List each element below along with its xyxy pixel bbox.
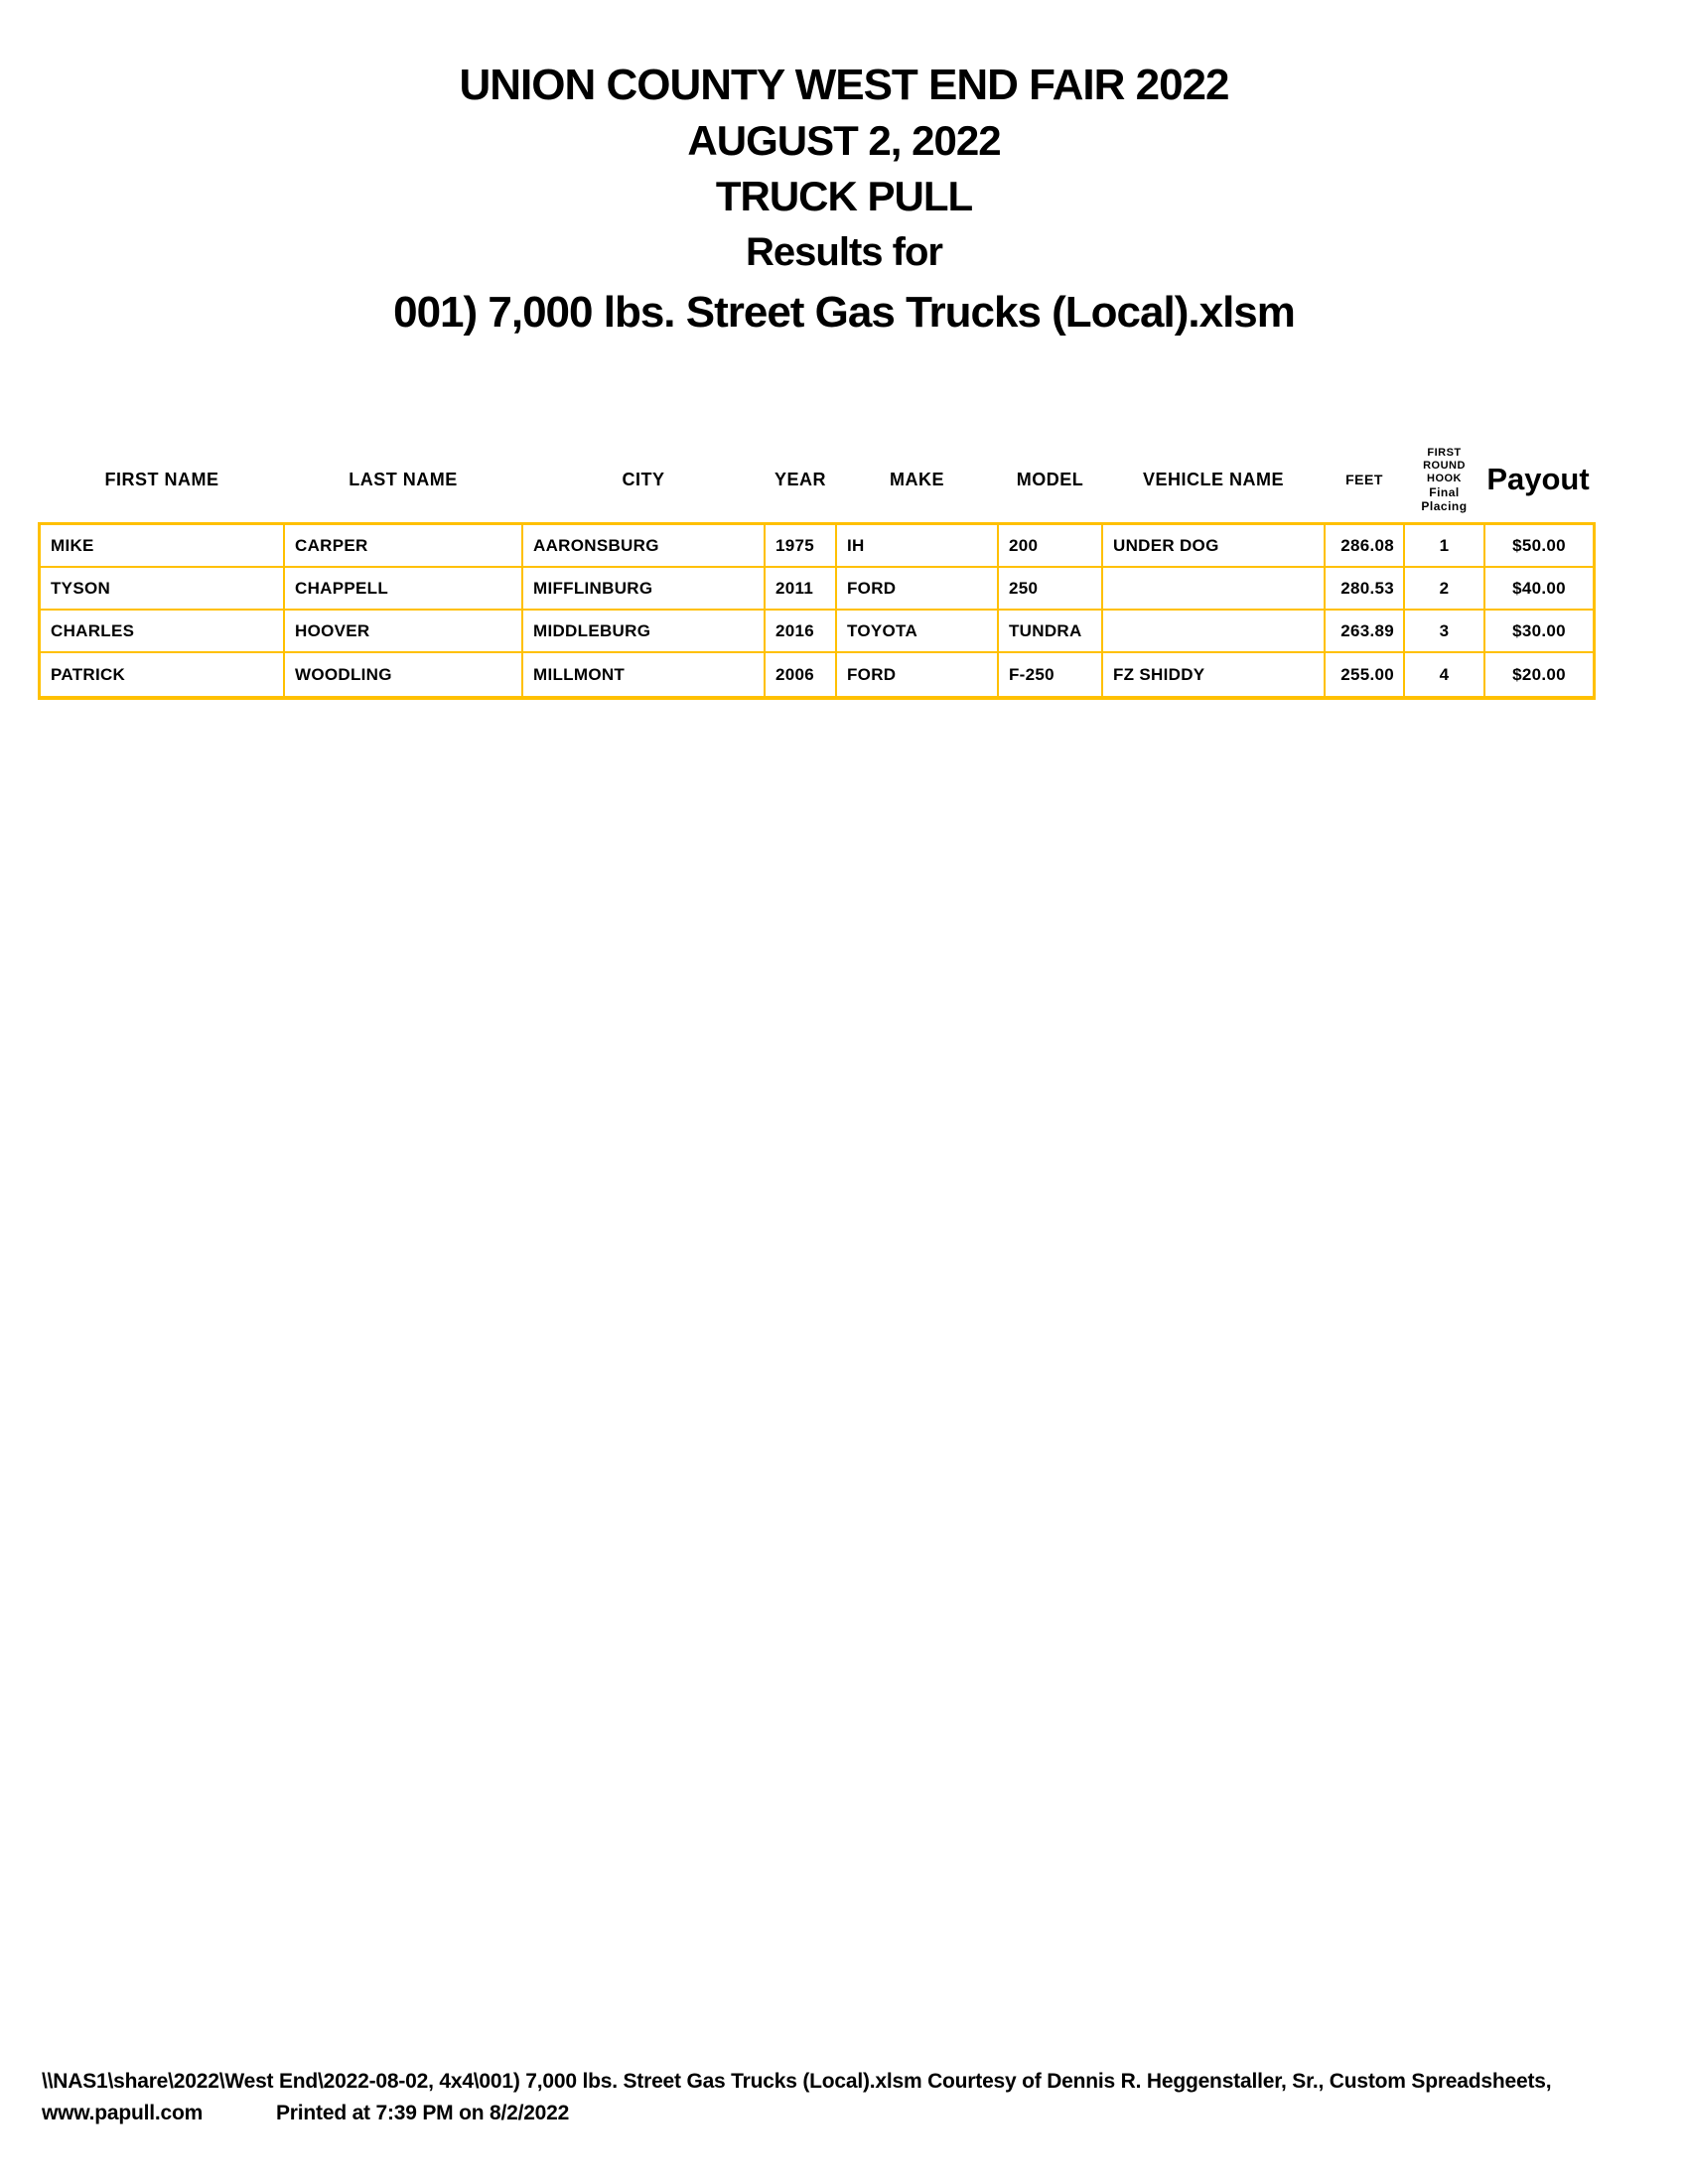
cell-payout: $50.00	[1512, 535, 1566, 555]
table-row	[41, 568, 1593, 611]
cell-last-name: CARPER	[285, 525, 523, 566]
results-for-label: Results for	[746, 230, 942, 274]
cell-payout: $20.00	[1512, 664, 1566, 684]
cell-placing: 2	[1405, 568, 1485, 609]
table-row	[41, 653, 1593, 696]
cell-placing: 3	[1405, 611, 1485, 651]
cell-city: AARONSBURG	[523, 525, 766, 566]
cell-last-name: HOOVER	[285, 611, 523, 651]
cell-first-name: CHARLES	[41, 611, 285, 651]
col-header-payout: Payout	[1486, 462, 1590, 496]
file-path-courtesy-line: \\NAS1\share\2022\West End\2022-08-02, 4x4\001) 7,000 lbs. Street Gas Trucks (Local).xlsm Courtesy of Dennis R. Heggenstaller, Sr., Custom Spreadsheets,	[42, 2070, 1552, 2093]
website-text: www.papull.com	[42, 2102, 204, 2124]
cell-feet: 255.00	[1326, 653, 1405, 696]
cell-first-name: PATRICK	[41, 653, 285, 696]
cell-feet: 286.08	[1326, 525, 1405, 566]
cell-model: 200	[999, 525, 1103, 566]
event-date: AUGUST 2, 2022	[687, 117, 1001, 164]
table-row	[41, 525, 1593, 568]
cell-make: TOYOTA	[837, 611, 999, 651]
cell-first-name: MIKE	[41, 525, 285, 566]
cell-vehicle-name	[1103, 611, 1326, 651]
cell-city: MIFFLINBURG	[523, 568, 766, 609]
cell-city: MILLMONT	[523, 653, 766, 696]
footer-second-line	[42, 2097, 1670, 2130]
table-row	[41, 611, 1593, 653]
cell-feet: 280.53	[1326, 568, 1405, 609]
fair-title: UNION COUNTY WEST END FAIR 2022	[459, 61, 1229, 109]
cell-make: IH	[837, 525, 999, 566]
col-header-model: MODEL	[1016, 470, 1084, 489]
class-file-name: 001) 7,000 lbs. Street Gas Trucks (Local).xlsm	[393, 288, 1295, 337]
cell-year: 2011	[766, 568, 837, 609]
cell-payout: $30.00	[1512, 620, 1566, 640]
hook-header-line2: HOOK	[1427, 472, 1462, 484]
table-column-headers	[41, 442, 1593, 517]
hook-header-line3: Final Placing	[1421, 484, 1468, 513]
col-header-feet: FEET	[1345, 472, 1383, 487]
col-header-hook-placing	[1405, 447, 1485, 513]
cell-year: 1975	[766, 525, 837, 566]
cell-feet: 263.89	[1326, 611, 1405, 651]
col-header-make: MAKE	[890, 470, 944, 489]
col-header-first-name: FIRST NAME	[104, 470, 219, 489]
cell-placing: 4	[1405, 653, 1485, 696]
document-footer	[42, 2067, 1670, 2130]
printed-timestamp: Printed at 7:39 PM on 8/2/2022	[276, 2102, 570, 2124]
cell-vehicle-name: UNDER DOG	[1103, 525, 1326, 566]
cell-first-name: TYSON	[41, 568, 285, 609]
cell-payout: $40.00	[1512, 578, 1566, 598]
cell-make: FORD	[837, 568, 999, 609]
cell-city: MIDDLEBURG	[523, 611, 766, 651]
col-header-last-name: LAST NAME	[349, 470, 458, 489]
col-header-year: YEAR	[774, 470, 826, 489]
results-table	[38, 522, 1596, 700]
cell-vehicle-name	[1103, 568, 1326, 609]
cell-vehicle-name: FZ SHIDDY	[1103, 653, 1326, 696]
cell-year: 2006	[766, 653, 837, 696]
cell-last-name: CHAPPELL	[285, 568, 523, 609]
document-header	[0, 58, 1688, 341]
cell-year: 2016	[766, 611, 837, 651]
event-name: TRUCK PULL	[715, 173, 973, 219]
cell-last-name: WOODLING	[285, 653, 523, 696]
cell-placing: 1	[1405, 525, 1485, 566]
cell-model: 250	[999, 568, 1103, 609]
cell-model: TUNDRA	[999, 611, 1103, 651]
col-header-vehicle-name: VEHICLE NAME	[1142, 470, 1284, 489]
cell-model: F-250	[999, 653, 1103, 696]
hook-header-line1: FIRST ROUND	[1423, 446, 1466, 472]
cell-make: FORD	[837, 653, 999, 696]
col-header-city: CITY	[622, 470, 665, 489]
